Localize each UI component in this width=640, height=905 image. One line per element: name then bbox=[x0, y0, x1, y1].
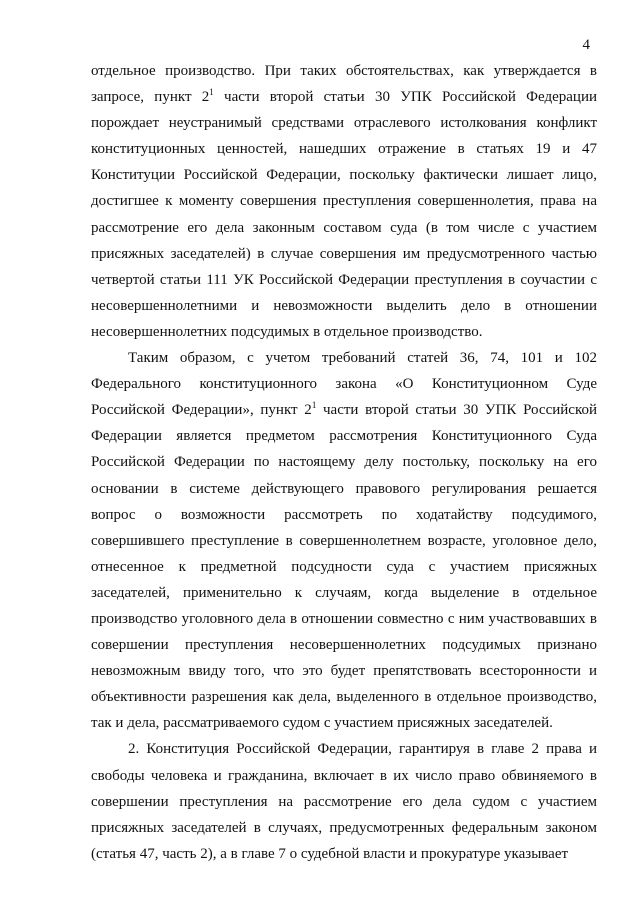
paragraph-text: части второй статьи 30 УПК Российской Федерации порождает неустранимый средствами отраслевого истолкования конфликт конституционных ценностей, нашедших отражение в статьях 19 и 47 Конституции Российской Федерации, поскольку фактически лишает лицо, достигшее к моменту совершения преступления совершеннолетия, права на рассмотрение его дела законным составом суда (в том числе с участием присяжных заседателей) в случае совершения им предусмотренного частью четвертой статьи 111 УК Российской Федерации преступления в соучастии с несовершеннолетними и невозможности выделить дело в отношении несовершеннолетних подсудимых в отдельное производство. bbox=[91, 89, 597, 340]
paragraph-text: Таким образом, с учетом требований статей 36, 74, 101 и 102 Федерального конституционного закона «О Конституционном Суде Российской Федерации», пункт 2 bbox=[91, 350, 597, 419]
superscript: 1 bbox=[311, 400, 317, 411]
paragraph-section-2: 2. Конституция Российской Федерации, гарантируя в главе 2 права и свободы человека и гражданина, включает в их число право обвиняемого в совершении преступления на рассмотрение его дела судом с участием присяжных заседателей в случаях, предусмотренных федеральным законом (статья 47, часть 2), а в главе 7 о судебной власти и прокуратуре указывает bbox=[91, 741, 597, 862]
paragraph-text: отдельное производство. При таких обстоятельствах, как утверждается в запросе, пункт 2 bbox=[91, 63, 597, 106]
paragraph-text: части второй статьи 30 УПК Российской Федерации является предметом рассмотрения Конституционного Суда Российской Федерации по настоящему делу постольку, поскольку на его основании в системе действующего правового регулирования решается вопрос о возможности рассмотреть по ходатайству подсудимого, совершившего преступление в совершеннолетнем возрасте, уголовное дело, отнесенное к предметной подсудности суда с участием присяжных заседателей, применительно к случаям, когда выделение в отдельное производство уголовного дела в отношении совместно с ним участвовавших в совершении преступления несовершеннолетних подсудимых признано невозможным ввиду того, что это будет препятствовать всесторонности и объективности разрешения как дела, выделенного в отдельное производство, так и дела, рассматриваемого судом с участием присяжных заседателей. bbox=[91, 402, 597, 732]
document-body bbox=[91, 58, 597, 867]
page-number: 4 bbox=[582, 37, 590, 53]
paragraph-conclusion bbox=[91, 345, 597, 736]
superscript: 1 bbox=[209, 87, 214, 98]
paragraph-continuation bbox=[91, 58, 597, 345]
